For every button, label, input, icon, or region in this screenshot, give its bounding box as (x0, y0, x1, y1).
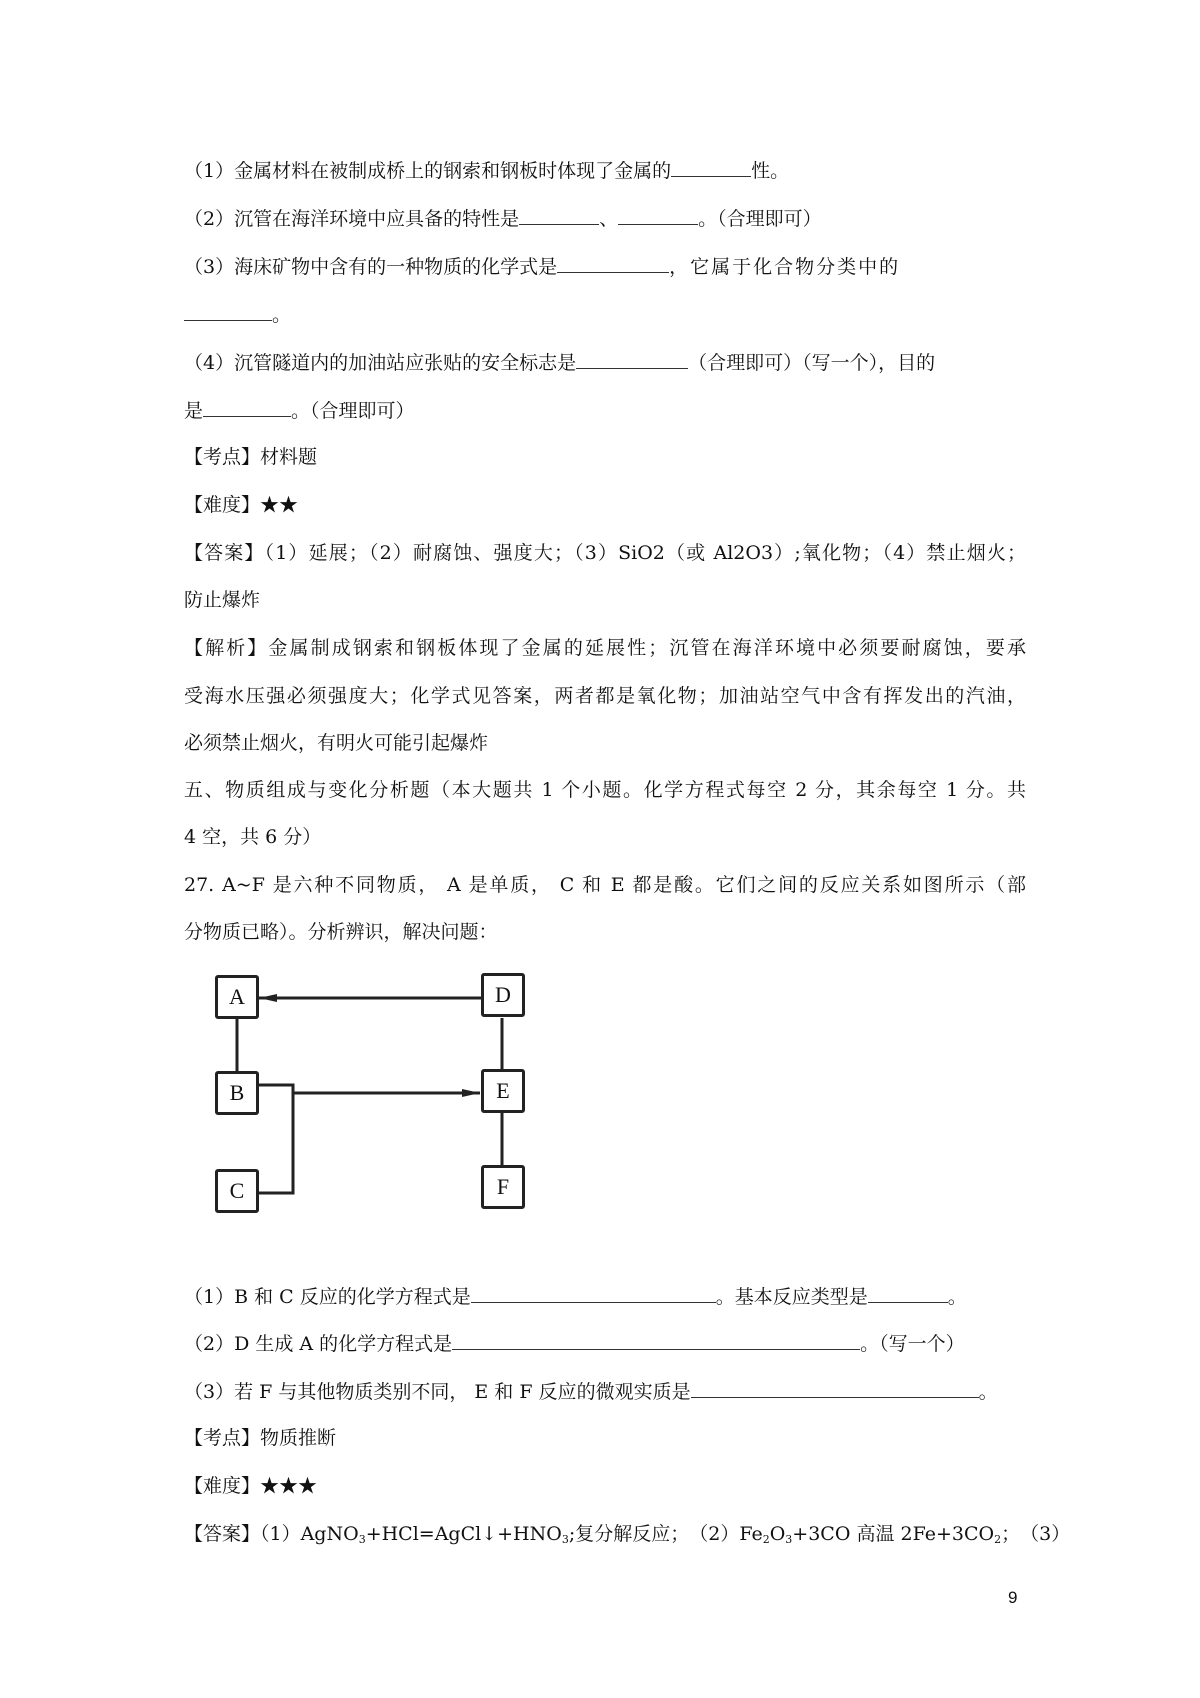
page-number: 9 (1008, 1588, 1018, 1607)
answer-blank (868, 1282, 948, 1303)
text: ;复分解反应； （2）Fe (568, 1523, 763, 1545)
answer-blank (618, 204, 698, 225)
q26-part3-cont (184, 300, 1026, 328)
text: 【答案】（1）AgNO (184, 1523, 359, 1545)
text: 性。 (751, 160, 790, 182)
reaction-diagram (205, 965, 545, 1230)
text: （合理即可）（写一个），目的 (688, 352, 936, 374)
subscript: 2 (994, 1533, 1002, 1546)
subscript: 3 (358, 1533, 366, 1546)
q26-part2 (184, 204, 1026, 232)
text: （1）金属材料在被制成桥上的钢索和钢板时体现了金属的 (184, 160, 672, 182)
q26-part1 (184, 156, 1026, 184)
q27-stem-cont: 分物质已略）。分析辨识，解决问题： (184, 921, 498, 943)
answer-1-cont: 防止爆炸 (184, 589, 261, 611)
answer-blank (203, 396, 291, 417)
text: 。（合理即可） (291, 400, 415, 422)
subscript: 2 (762, 1533, 770, 1546)
text: （3）海床矿物中含有的一种物质的化学式是 (184, 256, 558, 278)
answer-blank (557, 252, 669, 273)
section-5-heading: 五、物质组成与变化分析题（本大题共 1 个小题。化学方程式每空 2 分，其余每空 1 分。共 (184, 779, 1026, 801)
text: 。 (978, 1381, 998, 1403)
text: （2）沉管在海洋环境中应具备的特性是 (184, 208, 520, 230)
answer-blank (671, 156, 751, 177)
q26-part4-cont (184, 396, 1026, 424)
kaodian-1: 【考点】材料题 (184, 446, 318, 468)
answer-blank (519, 204, 599, 225)
subscript: 3 (785, 1533, 793, 1546)
text: 、 (599, 208, 619, 230)
q27-part1 (184, 1282, 1026, 1310)
nandu-1: 【难度】★★ (184, 494, 299, 516)
answer-1: 【答案】（1）延展；（2）耐腐蚀、强度大；（3）SiO2（或 Al2O3）;氧化物；（4）禁止烟火； (184, 542, 1026, 564)
answer-blank (184, 300, 272, 321)
node-b: B (215, 1071, 259, 1115)
answer-blank (691, 1377, 979, 1398)
text: O (769, 1523, 786, 1545)
kaodian-2: 【考点】物质推断 (184, 1427, 337, 1449)
analysis-1-end: 必须禁止烟火，有明火可能引起爆炸 (184, 732, 489, 754)
analysis-1: 【解析】金属制成钢索和钢板体现了金属的延展性；沉管在海洋环境中必须要耐腐蚀，要承 (184, 637, 1026, 659)
arrowhead-e (462, 1089, 480, 1097)
q26-part3 (184, 252, 1026, 280)
text: （1）B 和 C 反应的化学方程式是 (184, 1286, 471, 1308)
text: 。基本反应类型是 (715, 1286, 868, 1308)
text: +HCl=AgCl↓+HNO (365, 1523, 562, 1545)
node-e: E (481, 1069, 525, 1113)
subscript: 3 (561, 1533, 569, 1546)
q27-part3 (184, 1377, 1026, 1405)
nandu-2: 【难度】★★★ (184, 1475, 318, 1497)
answer-blank (452, 1329, 860, 1350)
q27-part2 (184, 1329, 1026, 1357)
node-c: C (215, 1169, 259, 1213)
answer-blank (576, 348, 688, 369)
text: （3）若 F 与其他物质类别不同， E 和 F 反应的微观实质是 (184, 1381, 691, 1403)
node-f: F (481, 1165, 525, 1209)
q27-stem: 27. A~F 是六种不同物质， A 是单质， C 和 E 都是酸。它们之间的反应关系如图所示（部 (184, 874, 1026, 896)
text: ； （3） (1001, 1523, 1071, 1545)
text: （2）D 生成 A 的化学方程式是 (184, 1333, 453, 1355)
node-d: D (481, 973, 525, 1017)
text: 是 (184, 400, 204, 422)
arrowhead-a (259, 994, 277, 1002)
analysis-1-cont: 受海水压强必须强度大；化学式见答案，两者都是氧化物；加油站空气中含有挥发出的汽油， (184, 685, 1026, 707)
text: 。 (947, 1286, 967, 1308)
answer-blank (471, 1282, 716, 1303)
line-b-c (259, 1085, 293, 1193)
text: （4）沉管隧道内的加油站应张贴的安全标志是 (184, 352, 577, 374)
text: 。（写一个） (860, 1333, 965, 1355)
answer-2 (184, 1520, 1071, 1548)
text: ，它属于化合物分类中的 (669, 256, 901, 278)
text: 。（合理即可） (698, 208, 822, 230)
node-a: A (215, 975, 259, 1019)
text: 。 (272, 304, 292, 326)
section-5-heading-cont: 4 空，共 6 分） (184, 826, 322, 848)
q26-part4 (184, 348, 1026, 376)
text: +3CO 高温 2Fe+3CO (792, 1523, 995, 1545)
